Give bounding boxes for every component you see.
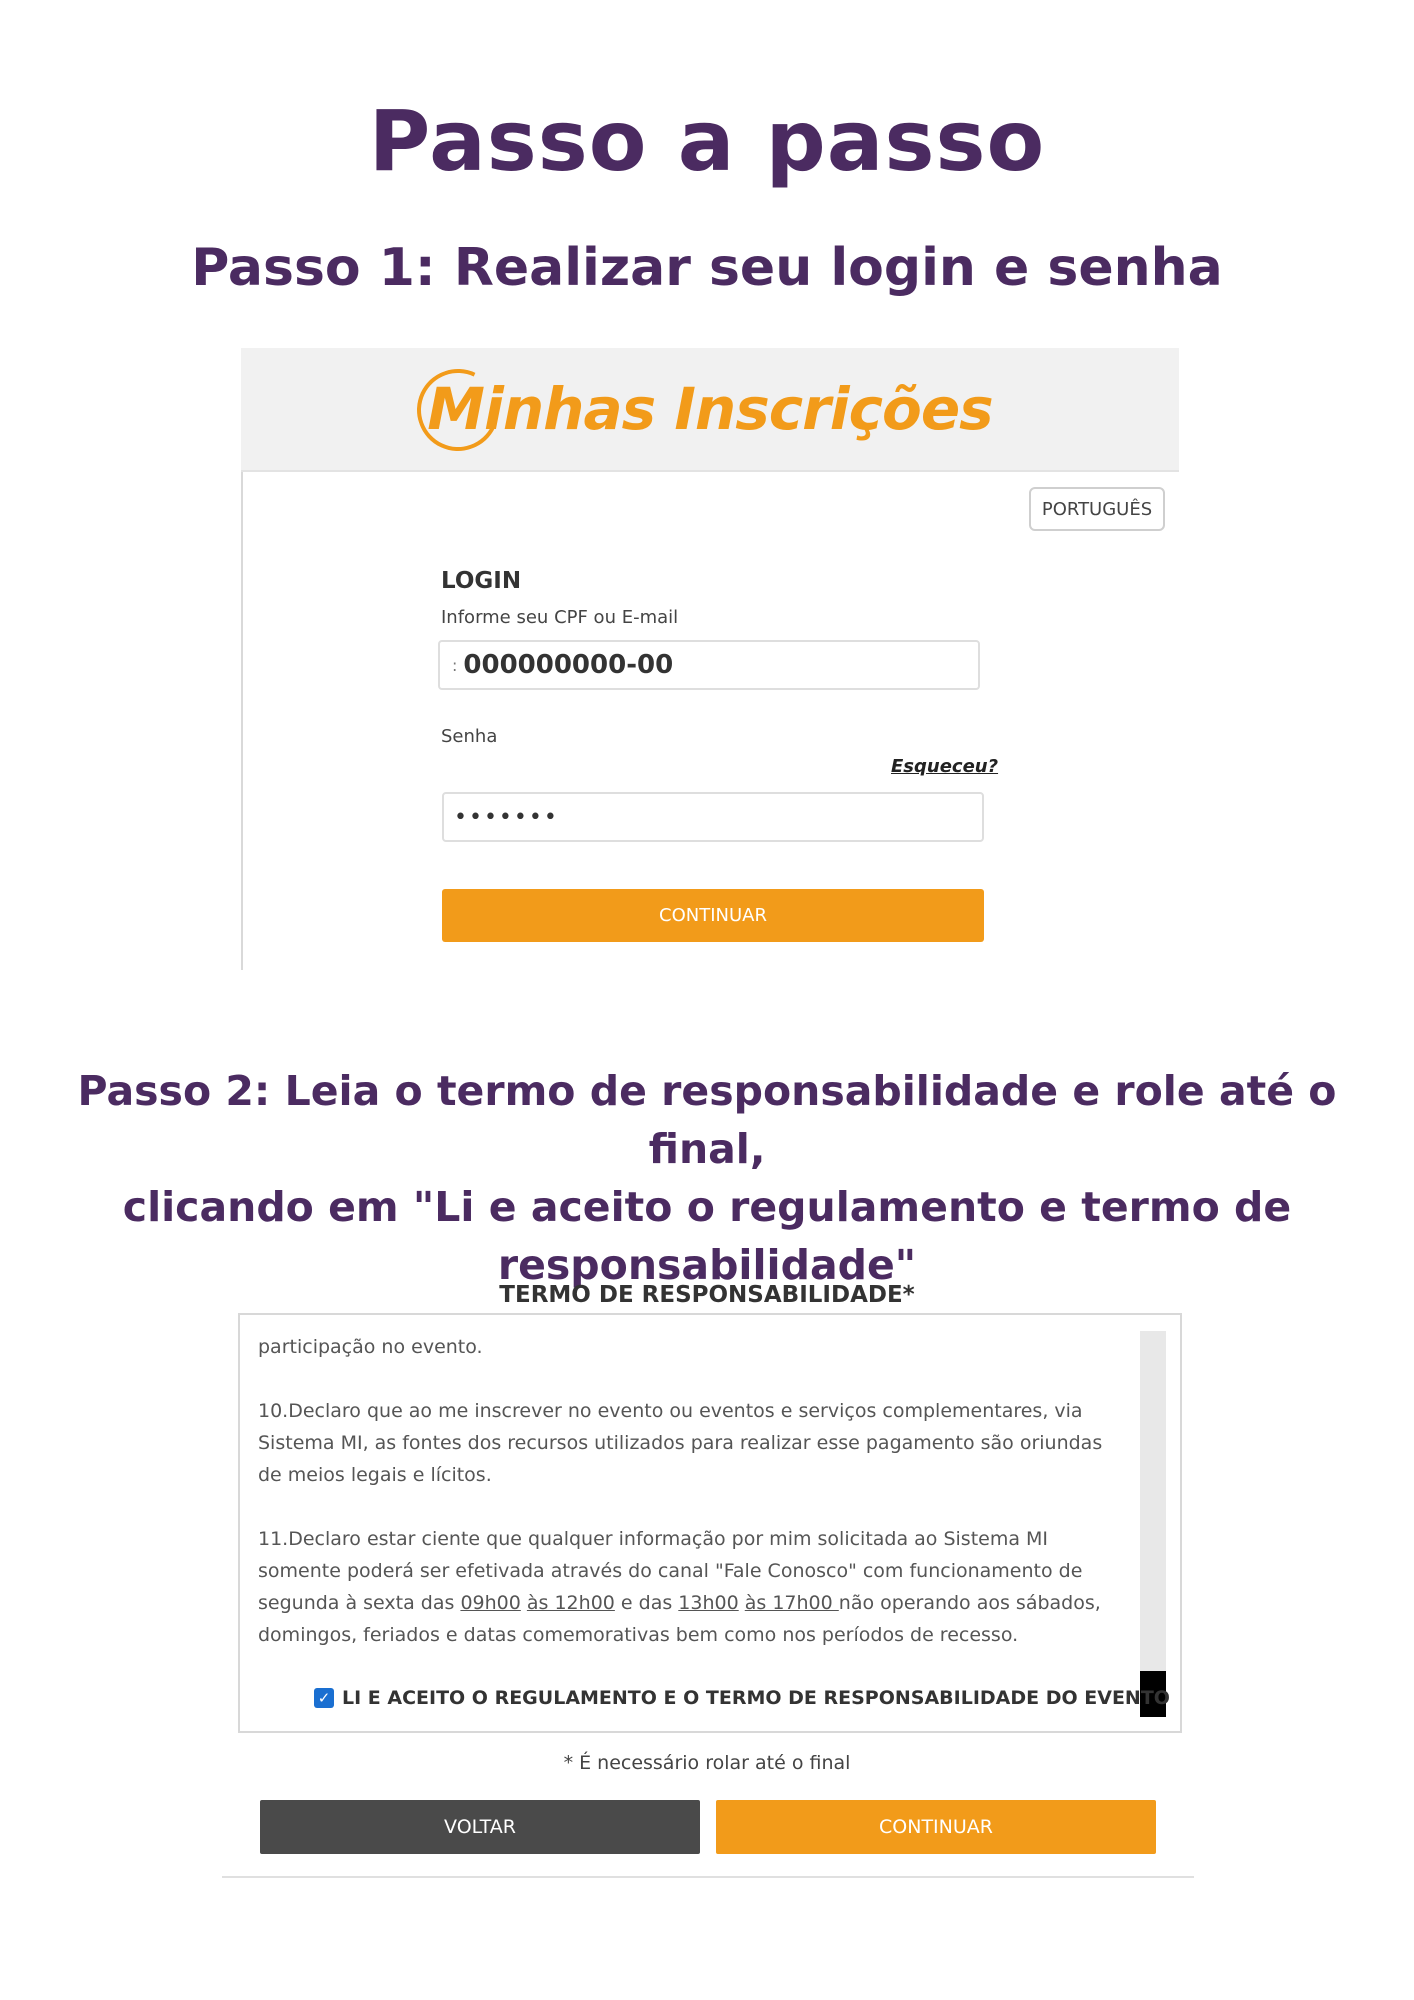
step-2-line-3: responsabilidade" bbox=[497, 1241, 917, 1289]
terms-text bbox=[258, 1331, 1124, 1683]
cpf-label: Informe seu CPF ou E-mail bbox=[441, 607, 679, 628]
divider bbox=[222, 1876, 1194, 1878]
step-2-line-2: clicando em "Li e aceito o regulamento e termo de bbox=[122, 1183, 1292, 1231]
login-heading: LOGIN bbox=[441, 568, 522, 594]
para11-part-a: 11.Declaro estar ciente que qualquer informação por mim solicitada ao Sistema MI somente poderá ser efetivada através do canal "Fale Conosco" com funcionamento de segunda à sexta das bbox=[258, 1528, 1083, 1614]
cpf-value: 000000000-00 bbox=[463, 650, 674, 680]
panel-border bbox=[241, 472, 243, 970]
accept-terms-row[interactable] bbox=[314, 1687, 1170, 1709]
para11-part-c: não operando aos sábados, domingos, feriados e datas comemorativas bem como nos períodos de recesso. bbox=[258, 1592, 1101, 1646]
terms-paragraph-11 bbox=[258, 1523, 1124, 1651]
scroll-note: * É necessário rolar até o final bbox=[563, 1752, 851, 1774]
step-1-heading: Passo 1: Realizar seu login e senha bbox=[191, 238, 1223, 298]
time-13h00: 13h00 bbox=[678, 1592, 739, 1614]
minhas-inscricoes-logo bbox=[427, 375, 992, 443]
cpf-email-input[interactable] bbox=[438, 640, 980, 690]
terms-continue-button[interactable]: CONTINUAR bbox=[716, 1800, 1156, 1854]
password-input[interactable] bbox=[442, 792, 984, 842]
terms-paragraph-10: 10.Declaro que ao me inscrever no evento ou eventos e serviços complementares, via Sistema MI, as fontes dos recursos utilizados para realizar esse pagamento são oriundas de meios legais e lícitos. bbox=[258, 1400, 1103, 1486]
step-2-line-1: Passo 2: Leia o termo de responsabilidade e role até o final, bbox=[77, 1067, 1337, 1173]
language-button[interactable]: PORTUGUÊS bbox=[1029, 487, 1165, 531]
scrollbar-track[interactable] bbox=[1140, 1331, 1166, 1709]
accept-checkbox[interactable]: ✓ bbox=[314, 1688, 334, 1708]
forgot-password-link[interactable]: Esqueceu? bbox=[891, 756, 999, 777]
time-17h00: às 17h00 bbox=[744, 1592, 839, 1614]
step-2-heading bbox=[40, 1062, 1374, 1294]
login-continue-button[interactable]: CONTINUAR bbox=[442, 889, 984, 942]
para11-part-b: e das bbox=[614, 1592, 679, 1614]
login-screenshot bbox=[241, 348, 1179, 970]
password-value: ••••••• bbox=[454, 804, 559, 830]
input-prefix: : bbox=[452, 655, 458, 675]
time-12h00: às 12h00 bbox=[526, 1592, 615, 1614]
time-09h00: 09h00 bbox=[460, 1592, 521, 1614]
terms-scroll-box[interactable] bbox=[238, 1313, 1182, 1733]
login-header bbox=[241, 348, 1179, 472]
terms-title: TERMO DE RESPONSABILIDADE* bbox=[499, 1282, 915, 1308]
password-label: Senha bbox=[441, 726, 498, 747]
terms-paragraph: participação no evento. bbox=[258, 1336, 483, 1358]
accept-label[interactable]: LI E ACEITO O REGULAMENTO E O TERMO DE RESPONSABILIDADE DO EVENTO bbox=[342, 1687, 1170, 1709]
back-button[interactable]: VOLTAR bbox=[260, 1800, 700, 1854]
page-title: Passo a passo bbox=[368, 92, 1046, 190]
logo-text: Minhas Inscrições bbox=[427, 375, 993, 443]
